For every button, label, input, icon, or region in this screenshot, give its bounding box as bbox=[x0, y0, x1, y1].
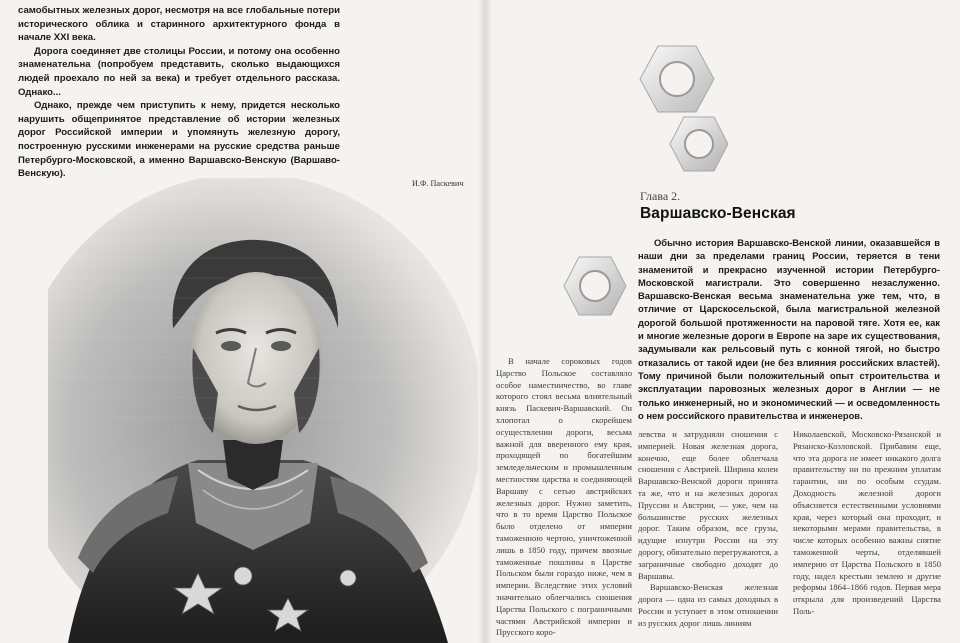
intro-paragraph: Дорога соединяет две столицы России, и потому она особенно знаменательна (попробуем представить, сколько выдающихся людей проехало по ней за века) и требует отдельного рассказа. Однако... bbox=[18, 45, 340, 98]
chapter-intro bbox=[638, 236, 940, 422]
page-gutter bbox=[478, 0, 492, 643]
paskevich-portrait bbox=[48, 178, 478, 643]
chapter-title: Варшавско-Венская bbox=[640, 205, 796, 222]
body-paragraph: Николаевской, Московско-Рязанской и Рязанско-Козловской. Прибавим еще, что эта дорога не имеет никакого долга правительству ни по прежним уплатам гарантии, ни по особым ссудам. Доходность железной дороги объясняется естественными условиями края, через который она проходит, и некоторыми мерами правительства, в числе которых особенно важны снятие таможенной черты, отделявшей империю от Царства Польского в 1850 году, надел крестьян землею и другие реформы 1864–1866 годов. Первая мера открыла для произведений Царства Поль- bbox=[793, 429, 941, 616]
hex-nut-icon bbox=[562, 254, 628, 318]
intro-paragraph: Однако, прежде чем приступить к нему, придется несколько нарушить общепринятое представление об истории железных дорог Российской империи и упомянуть железную дорогу, построенную русскими инженерами на русские средства раньше Петербурго-Московской, а именно Варшавско-Венскую (Варшаво-Венскую). bbox=[18, 100, 340, 180]
body-column-right bbox=[793, 429, 941, 618]
body-column-left bbox=[638, 429, 778, 630]
intro-text bbox=[18, 4, 340, 181]
portrait-caption: И.Ф. Паскевич bbox=[412, 179, 464, 188]
side-column-text bbox=[496, 356, 632, 639]
hex-nut-icon bbox=[638, 42, 716, 116]
chapter-number: Глава 2. bbox=[640, 189, 681, 203]
body-paragraph: Варшавско-Венская железная дорога — одна из самых доходных в России и уступает в этом отношении из русских дорог лишь линиям bbox=[638, 582, 778, 628]
chapter-intro-paragraph: Обычно история Варшавско-Венской линии, оказавшейся в наши дни за пределами границ России, теряется в тени знаменитой и прекрасно изученной истории Петербурго-Московской магистрали. Это совершенно незаслуженно. Варшавско-Венская весьма знаменательна уже тем, что, в отличие от Царскосельской, была магистральной железной дорогой большой протяженности на паровой тяге. Хотя ее, как и многие железные дороги в Европе на заре их существования, задумывали как рельсовый путь с конной тягой, но быстро отказались от такой идеи (не без влияния российских властей). Тому причиной были положительный опыт строительства и эксплуатации паровозных железных дорог в Англии — не только инженерный, но и экономический — и осведомленность о нем российского правительства и инженеров. bbox=[638, 237, 940, 421]
intro-paragraph: самобытных железных дорог, несмотря на все глобальные потери исторического облика и старинного архитектурного фонда в начале XXI века. bbox=[18, 5, 340, 44]
hex-nut-icon bbox=[668, 114, 730, 174]
side-column-paragraph: В начале сороковых годов Царство Польское составляло особое наместничество, во главе которого стоял весьма влиятельный князь Паскевич-Варшавский. Он хлопотал о скорейшем осуществлении дороги, весьма важной для вверенного ему края, проходящей по богатейшим земледельческим и промышленным местностям царства и соединяющей Варшаву с сетью австрийских железных дорог. Нужно заметить, что в то время Царство Польское было отделено от империи таможенною чертою, уничтоженной лишь в 1850 году, причем ввозные таможенные пошлины в Царстве Польском были гораздо ниже, чем в империи. Вследствие этих условий значительно облегчались сношения Царства Польского с пограничными частями Австрийской империи и Прусского коро- bbox=[496, 356, 632, 638]
body-paragraph: левства и затрудняли сношения с империей. Новая железная дорога, конечно, еще более облегчала сношения с Австрией. Ширина колеи Варшавско-Венской дороги принята та же, что и на железных дорогах Пруссии и Австрии, — уже, чем на большинстве русских железных дорог. Таким образом, все грузы, идущие изнутри России на эту дорогу, обязательно перегружаются, а заграничные свободно доходят до Варшавы. bbox=[638, 429, 778, 581]
